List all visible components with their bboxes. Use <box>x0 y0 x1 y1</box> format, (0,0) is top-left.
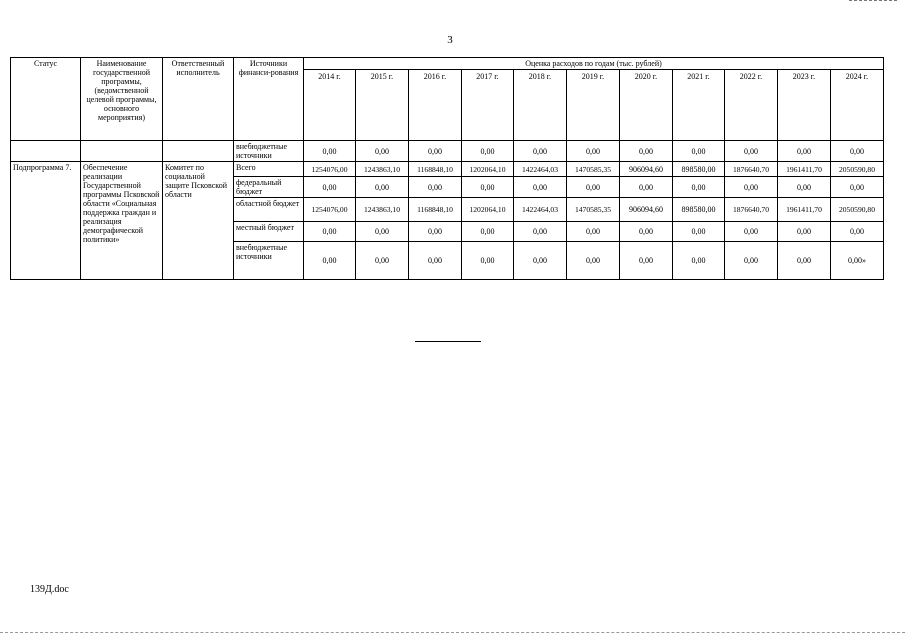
cell-value: 0,00 <box>620 222 673 242</box>
cell-program-name: Обеспечение реализации Государственной программы Псковской области «Социальная поддержка граждан и реализация демографической политики» <box>81 162 163 280</box>
cell-value: 1422464,03 <box>514 198 567 222</box>
cell-value: 0,00 <box>778 222 831 242</box>
cell-value: 0,00 <box>409 177 462 198</box>
cell-source: внебюджетные источники <box>234 141 304 162</box>
cell-value: 0,00 <box>462 141 514 162</box>
cell-value: 0,00 <box>409 141 462 162</box>
cell-source: местный бюджет <box>234 222 304 242</box>
cell-value: 0,00 <box>673 141 725 162</box>
cell-value: 0,00 <box>514 177 567 198</box>
cell-value: 0,00 <box>620 177 673 198</box>
cell-value: 0,00 <box>673 242 725 280</box>
header-status: Статус <box>11 58 81 141</box>
cell-value: 1961411,70 <box>778 198 831 222</box>
header-year: 2021 г. <box>673 70 725 141</box>
cell-value: 1202064,10 <box>462 162 514 177</box>
header-year: 2022 г. <box>725 70 778 141</box>
cell-value: 0,00 <box>462 177 514 198</box>
cell-value: 0,00 <box>304 242 356 280</box>
cell-value: 0,00 <box>409 242 462 280</box>
cell-empty <box>81 141 163 162</box>
header-year: 2024 г. <box>831 70 884 141</box>
cell-value: 0,00 <box>567 242 620 280</box>
cell-value: 0,00 <box>778 177 831 198</box>
cell-value: 0,00 <box>356 222 409 242</box>
header-estimate: Оценка расходов по годам (тыс. рублей) <box>304 58 884 70</box>
table-row-carry-offbudget <box>11 141 884 162</box>
header-year: 2014 г. <box>304 70 356 141</box>
cell-value: 0,00 <box>620 242 673 280</box>
cell-value: 0,00 <box>831 222 884 242</box>
cell-value: 0,00 <box>778 141 831 162</box>
cell-status: Подпрограмма 7. <box>11 162 81 280</box>
cell-value: 0,00 <box>725 222 778 242</box>
cell-value: 0,00 <box>462 242 514 280</box>
cell-value: 1254076,00 <box>304 198 356 222</box>
cell-source: областной бюджет <box>234 198 304 222</box>
cell-value: 1961411,70 <box>778 162 831 177</box>
cell-value: 0,00 <box>725 141 778 162</box>
cell-value: 1243863,10 <box>356 162 409 177</box>
header-year: 2016 г. <box>409 70 462 141</box>
header-program-name: Наименование государственной программы, (ведомственной целевой программы, основного мероприятия) <box>81 58 163 141</box>
cell-value: 0,00 <box>304 222 356 242</box>
cell-value: 1254076,00 <box>304 162 356 177</box>
cell-value: 2050590,80 <box>831 198 884 222</box>
cell-value: 0,00 <box>725 177 778 198</box>
cell-responsible: Комитет по социальной защите Псковской области <box>163 162 234 280</box>
cell-source: внебюджетные источники <box>234 242 304 280</box>
table-row <box>11 162 884 177</box>
cell-value: 1876640,70 <box>725 198 778 222</box>
cell-value: 1243863,10 <box>356 198 409 222</box>
cell-value: 0,00 <box>356 177 409 198</box>
cell-value: 0,00 <box>356 141 409 162</box>
cell-value: 1470585,35 <box>567 198 620 222</box>
cell-empty <box>163 141 234 162</box>
cell-value: 2050590,80 <box>831 162 884 177</box>
cell-value: 0,00 <box>567 222 620 242</box>
cell-empty <box>11 141 81 162</box>
cell-value: 898580,00 <box>673 162 725 177</box>
cell-value: 906094,60 <box>620 162 673 177</box>
cell-value: 0,00 <box>567 177 620 198</box>
cell-source: Всего <box>234 162 304 177</box>
header-row-top <box>11 58 884 70</box>
header-year: 2019 г. <box>567 70 620 141</box>
footer-filename: 139Д.doc <box>30 584 69 595</box>
cell-value: 0,00 <box>831 177 884 198</box>
cell-value: 0,00 <box>356 242 409 280</box>
cell-value: 0,00 <box>831 141 884 162</box>
page-number: 3 <box>447 34 453 46</box>
cell-value: 898580,00 <box>673 198 725 222</box>
scan-edge-mark-bottom <box>0 632 905 633</box>
cell-value: 0,00» <box>831 242 884 280</box>
cell-value: 0,00 <box>304 177 356 198</box>
cell-value: 0,00 <box>514 141 567 162</box>
cell-value: 0,00 <box>673 177 725 198</box>
header-responsible: Ответственный исполнитель <box>163 58 234 141</box>
header-year: 2023 г. <box>778 70 831 141</box>
cell-value: 1470585,35 <box>567 162 620 177</box>
scan-edge-mark-top <box>849 0 897 1</box>
cell-value: 1168848,10 <box>409 198 462 222</box>
cell-value: 0,00 <box>725 242 778 280</box>
header-year: 2020 г. <box>620 70 673 141</box>
cell-value: 0,00 <box>462 222 514 242</box>
cell-value: 0,00 <box>304 141 356 162</box>
budget-table <box>10 57 884 280</box>
cell-value: 0,00 <box>514 242 567 280</box>
cell-value: 0,00 <box>673 222 725 242</box>
header-sources: Источники финанси-рования <box>234 58 304 141</box>
cell-value: 0,00 <box>620 141 673 162</box>
cell-value: 0,00 <box>409 222 462 242</box>
header-year: 2018 г. <box>514 70 567 141</box>
cell-value: 1202064,10 <box>462 198 514 222</box>
header-year: 2017 г. <box>462 70 514 141</box>
cell-source: федеральный бюджет <box>234 177 304 198</box>
cell-value: 906094,60 <box>620 198 673 222</box>
divider-line <box>415 341 481 342</box>
cell-value: 1168848,10 <box>409 162 462 177</box>
cell-value: 0,00 <box>567 141 620 162</box>
cell-value: 0,00 <box>778 242 831 280</box>
cell-value: 1422464,03 <box>514 162 567 177</box>
header-year: 2015 г. <box>356 70 409 141</box>
cell-value: 1876640,70 <box>725 162 778 177</box>
cell-value: 0,00 <box>514 222 567 242</box>
